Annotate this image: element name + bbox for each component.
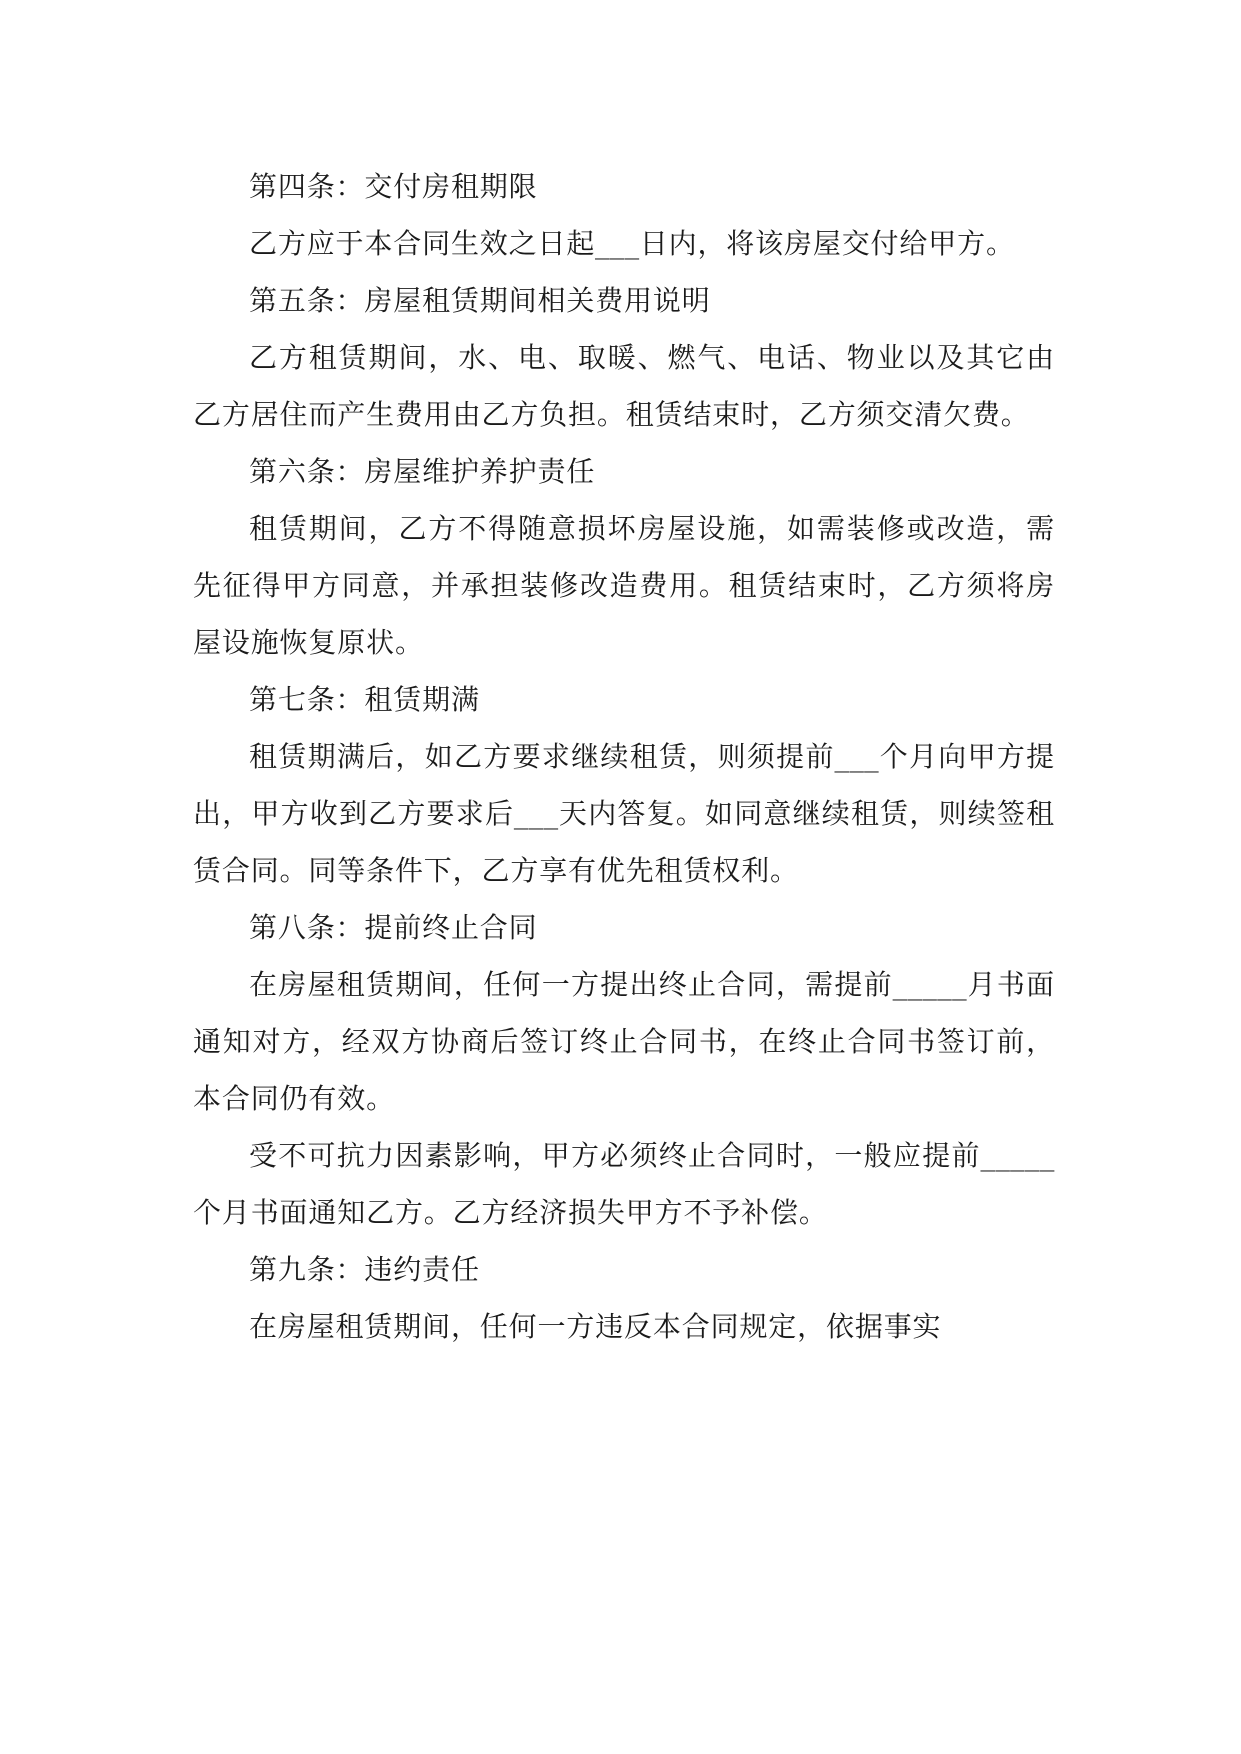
article-4-text: 乙方应于本合同生效之日起___日内，将该房屋交付给甲方。	[249, 227, 1015, 260]
article-8-force-majeure-text: 受不可抗力因素影响，甲方必须终止合同时，一般应提前_____个月书面通知乙方。乙方经济损失甲方不予补偿。	[193, 1139, 1055, 1229]
article-5-text: 乙方租赁期间，水、电、取暖、燃气、电话、物业以及其它由乙方居住而产生费用由乙方负担。租赁结束时，乙方须交清欠费。	[193, 341, 1055, 431]
article-6-text: 租赁期间，乙方不得随意损坏房屋设施，如需装修或改造，需先征得甲方同意，并承担装修改造费用。租赁结束时，乙方须将房屋设施恢复原状。	[193, 512, 1055, 659]
article-7-heading: 第七条：租赁期满	[249, 683, 480, 716]
article-7-text: 租赁期满后，如乙方要求继续租赁，则须提前___个月向甲方提出，甲方收到乙方要求后___天内答复。如同意继续租赁，则续签租赁合同。同等条件下，乙方享有优先租赁权利。	[193, 740, 1055, 887]
article-9-text: 在房屋租赁期间，任何一方违反本合同规定，依据事实	[249, 1310, 942, 1343]
article-5-heading: 第五条：房屋租赁期间相关费用说明	[249, 284, 711, 317]
article-4-heading: 第四条：交付房租期限	[249, 170, 538, 203]
article-8-heading: 第八条：提前终止合同	[249, 911, 538, 944]
document-body	[193, 158, 1055, 1355]
article-6-heading: 第六条：房屋维护养护责任	[249, 455, 596, 488]
article-8-text: 在房屋租赁期间，任何一方提出终止合同，需提前_____月书面通知对方，经双方协商后签订终止合同书，在终止合同书签订前，本合同仍有效。	[193, 968, 1055, 1115]
article-9-heading: 第九条：违约责任	[249, 1253, 480, 1286]
